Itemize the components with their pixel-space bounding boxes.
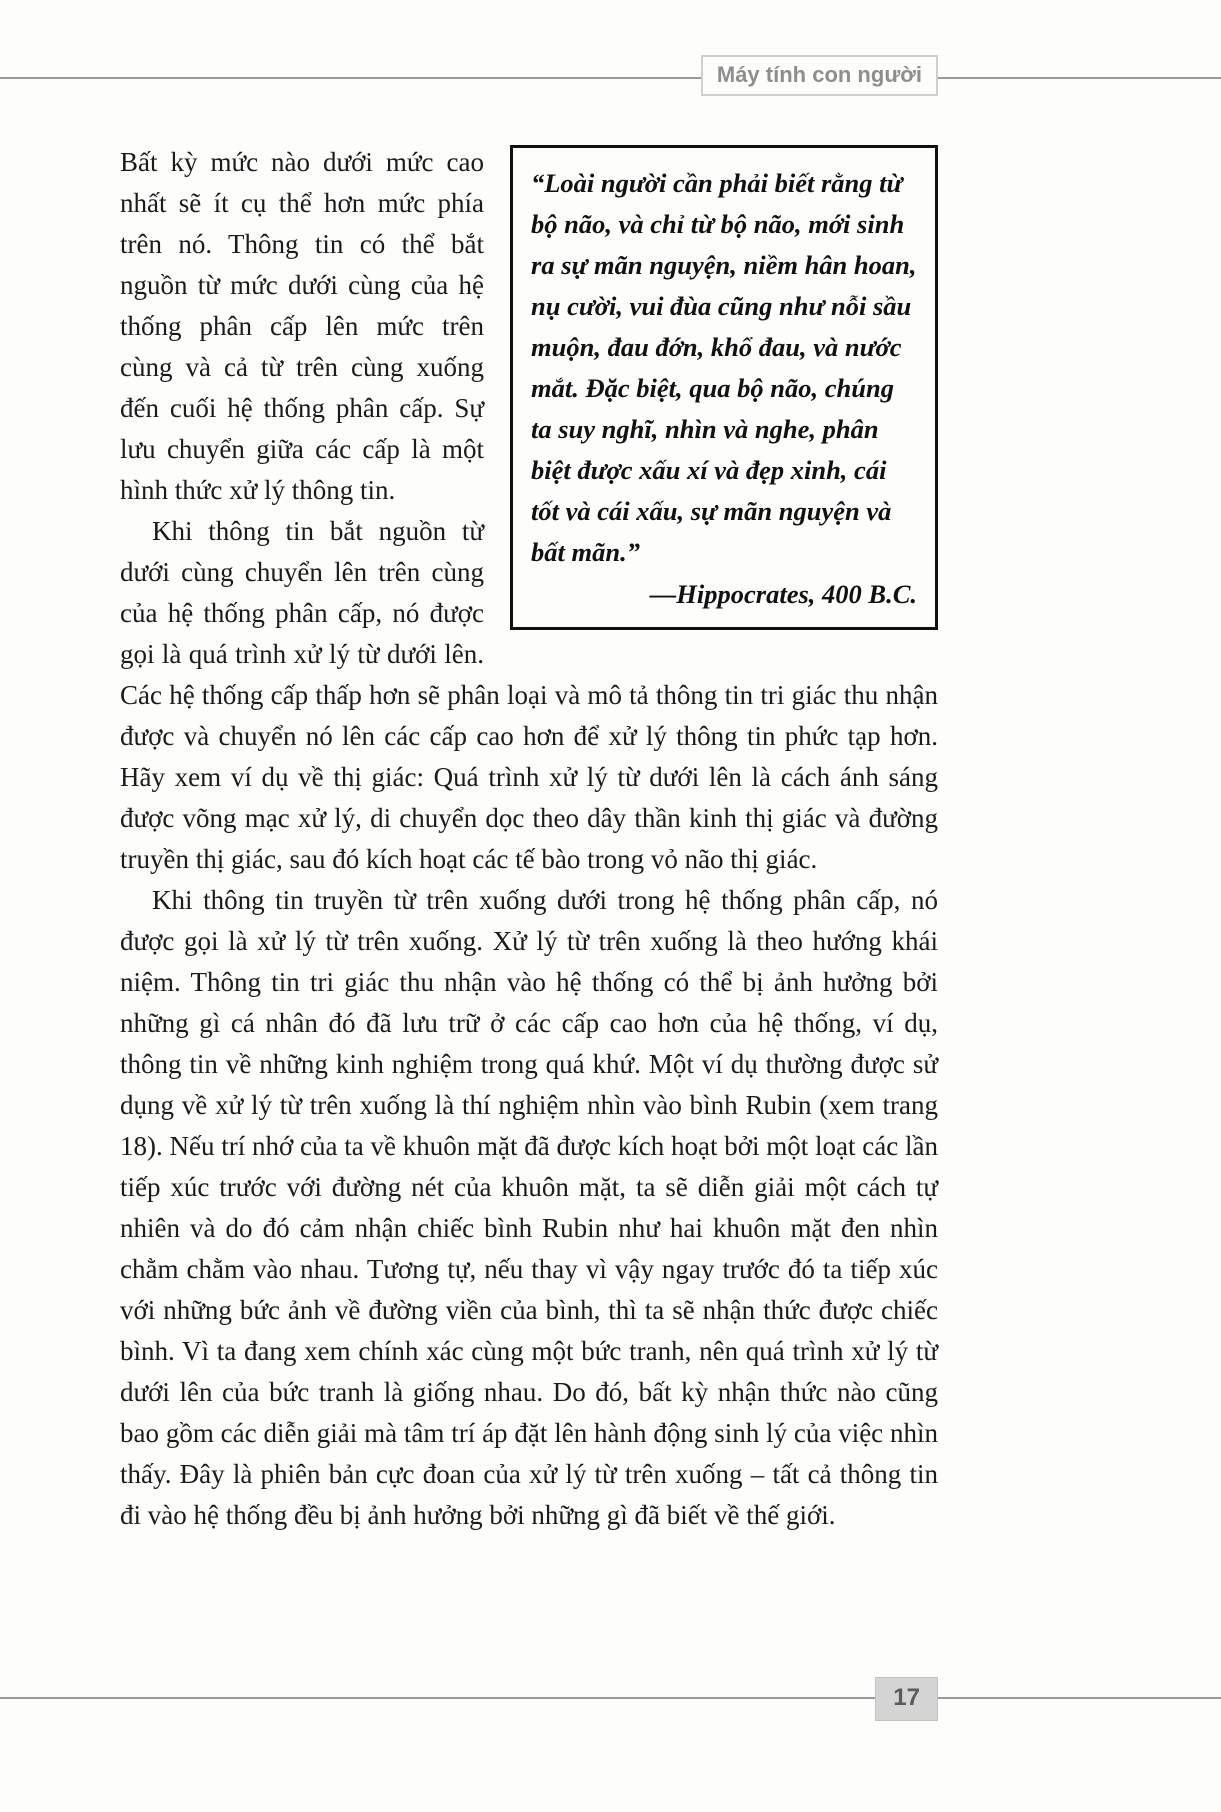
body-paragraph-2: Khi thông tin bắt nguồn từ dưới cùng chuyển lên trên cùng của hệ thống phân cấp, nó được gọi là quá trình xử lý từ dưới lên. Các hệ thống cấp thấp hơn sẽ phân loại và mô tả thông tin tri giác thu nhận được và chuyển nó lên các cấp cao hơn để xử lý thông tin phức tạp hơn. Hãy xem ví dụ về thị giác: Quá trình xử lý từ dưới lên là cách ánh sáng được võng mạc xử lý, di chuyển dọc theo dây thần kinh thị giác và đường truyền thị giác, sau đó kích hoạt các tế bào trong vỏ não thị giác.	[120, 516, 938, 874]
header-rule	[0, 77, 1221, 79]
quote-text: “Loài người cần phải biết rằng từ bộ não, và chỉ từ bộ não, mới sinh ra sự mãn nguyện, niềm hân hoan, nụ cười, vui đùa cũng như nỗi sầu muộn, đau đớn, khổ đau, và nước mắt. Đặc biệt, qua bộ não, chúng ta suy nghĩ, nhìn và nghe, phân biệt được xấu xí và đẹp xinh, cái tốt và cái xấu, sự mãn nguyện và bất mãn.”	[531, 168, 917, 567]
page-header-label: Máy tính con người	[701, 55, 938, 96]
page-body	[120, 142, 938, 1536]
body-paragraph-1: Bất kỳ mức nào dưới mức cao nhất sẽ ít cụ thể hơn mức phía trên nó. Thông tin có thể bắt nguồn từ mức dưới cùng của hệ thống phân cấp lên mức trên cùng và cả từ trên cùng xuống đến cuối hệ thống phân cấp. Sự lưu chuyển giữa các cấp là một hình thức xử lý thông tin.	[120, 147, 484, 505]
quote-box	[510, 145, 938, 630]
page-number: 17	[875, 1677, 938, 1721]
body-paragraph-3: Khi thông tin truyền từ trên xuống dưới trong hệ thống phân cấp, nó được gọi là xử lý từ trên xuống. Xử lý từ trên xuống là theo hướng khái niệm. Thông tin tri giác thu nhận vào hệ thống có thể bị ảnh hưởng bởi những gì cá nhân đó đã lưu trữ ở các cấp cao hơn của hệ thống, ví dụ, thông tin về những kinh nghiệm trong quá khứ. Một ví dụ thường được sử dụng về xử lý từ trên xuống là thí nghiệm nhìn vào bình Rubin (xem trang 18). Nếu trí nhớ của ta về khuôn mặt đã được kích hoạt bởi một loạt các lần tiếp xúc trước với đường nét của khuôn mặt, ta sẽ diễn giải một cách tự nhiên và do đó cảm nhận chiếc bình Rubin như hai khuôn mặt đen nhìn chằm chằm vào nhau. Tương tự, nếu thay vì vậy ngay trước đó ta tiếp xúc với những bức ảnh về đường viền của bình, thì ta sẽ nhận thức được chiếc bình. Vì ta đang xem chính xác cùng một bức tranh, nên quá trình xử lý từ dưới lên của bức tranh là giống nhau. Do đó, bất kỳ nhận thức nào cũng bao gồm các diễn giải mà tâm trí áp đặt lên hành động sinh lý của việc nhìn thấy. Đây là phiên bản cực đoan của xử lý từ trên xuống – tất cả thông tin đi vào hệ thống đều bị ảnh hưởng bởi những gì đã biết về thế giới.	[120, 885, 938, 1530]
footer-rule	[0, 1697, 1221, 1699]
quote-attribution: —Hippocrates, 400 B.C.	[649, 579, 917, 609]
